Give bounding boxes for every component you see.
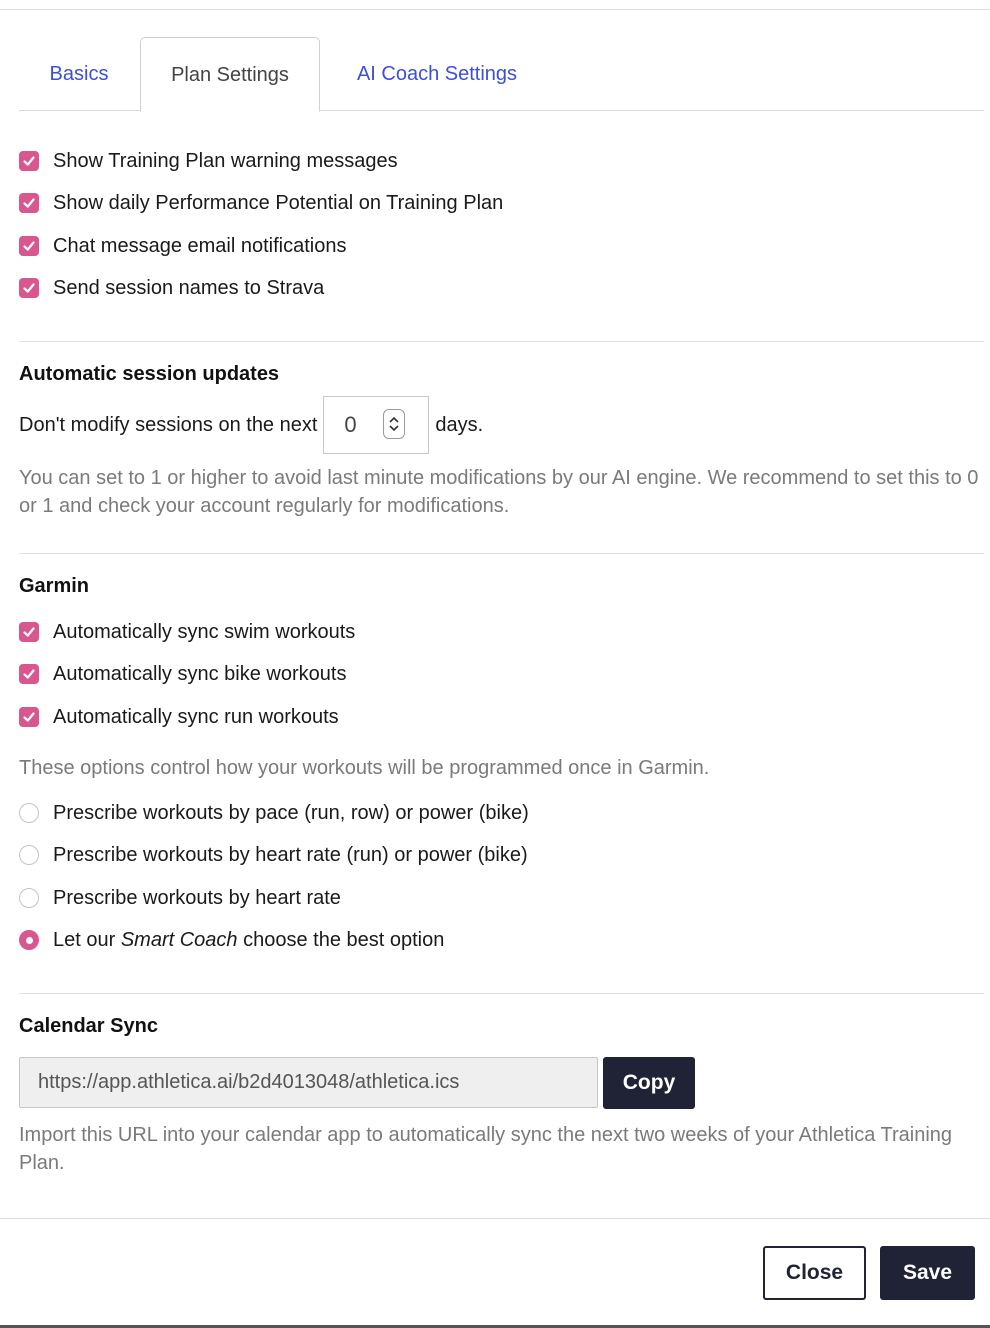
radio-option-pace[interactable] [19,799,529,827]
checkbox-checked-icon[interactable] [19,193,39,213]
checkbox-checked-icon[interactable] [19,622,39,642]
option-sync-run[interactable] [19,703,339,731]
radio-button[interactable] [19,845,39,865]
option-sync-bike[interactable] [19,660,346,688]
garmin-title: Garmin [19,575,90,597]
option-label: Automatically sync run workouts [53,705,339,728]
option-label: Show daily Performance Potential on Training Plan [53,191,504,214]
section-divider [19,553,984,554]
radio-label [53,929,444,952]
tab-plan-settings[interactable]: Plan Settings [140,37,320,112]
option-label: Chat message email notifications [53,234,347,257]
copy-button[interactable]: Copy [603,1057,695,1109]
radio-option-smart-coach[interactable] [19,926,444,954]
option-warning-messages[interactable] [19,147,398,175]
checkbox-checked-icon[interactable] [19,278,39,298]
days-number-input[interactable] [323,396,429,454]
footer-divider [0,1218,990,1219]
checkbox-checked-icon[interactable] [19,664,39,684]
option-performance-potential[interactable] [19,189,503,217]
checkbox-checked-icon[interactable] [19,236,39,256]
top-divider [0,9,990,10]
save-button[interactable]: Save [880,1246,975,1300]
chevron-up-icon[interactable] [388,416,400,424]
tab-bar [19,37,984,111]
option-label: Automatically sync bike workouts [53,662,347,685]
radio-option-hr-power[interactable] [19,841,528,869]
modify-prefix: Don't modify sessions on the next [19,413,318,436]
tab-ai-coach-settings[interactable]: AI Coach Settings [356,63,518,85]
checkbox-checked-icon[interactable] [19,151,39,171]
radio-label-prefix: Let our [53,928,121,951]
section-divider [19,341,984,342]
option-chat-email[interactable] [19,232,346,260]
auto-updates-title: Automatic session updates [19,363,280,385]
number-stepper[interactable] [383,409,405,439]
auto-updates-help: You can set to 1 or higher to avoid last minute modifications by our AI engine. We recommend to set this to 0 or 1 and check your account regularly for modifications. [19,467,979,517]
section-divider [19,993,984,994]
radio-button-selected[interactable] [19,930,39,950]
radio-button[interactable] [19,888,39,908]
option-label: Show Training Plan warning messages [53,149,398,172]
option-label: Send session names to Strava [53,276,325,299]
radio-label: Prescribe workouts by pace (run, row) or power (bike) [53,801,529,824]
modify-days-row [19,396,483,454]
calendar-help: Import this URL into your calendar app to automatically sync the next two weeks of your Athletica Training Plan. [19,1124,953,1174]
radio-option-hr[interactable] [19,884,341,912]
option-label: Automatically sync swim workouts [53,620,356,643]
calendar-url-field[interactable]: https://app.athletica.ai/b2d4013048/athletica.ics [19,1057,598,1108]
chevron-down-icon[interactable] [388,424,400,432]
option-strava-names[interactable] [19,274,324,302]
garmin-help: These options control how your workouts will be programmed once in Garmin. [19,757,710,779]
smart-coach-emphasis: Smart Coach [120,928,238,951]
radio-label-suffix: choose the best option [237,928,445,951]
tab-basics[interactable]: Basics [49,63,109,85]
calendar-title: Calendar Sync [19,1015,158,1037]
checkbox-checked-icon[interactable] [19,707,39,727]
radio-label: Prescribe workouts by heart rate [53,886,341,909]
radio-button[interactable] [19,803,39,823]
close-button[interactable]: Close [763,1246,866,1300]
option-sync-swim[interactable] [19,618,355,646]
modify-suffix: days. [435,413,484,436]
radio-label: Prescribe workouts by heart rate (run) or power (bike) [53,843,528,866]
days-value: 0 [344,412,357,437]
